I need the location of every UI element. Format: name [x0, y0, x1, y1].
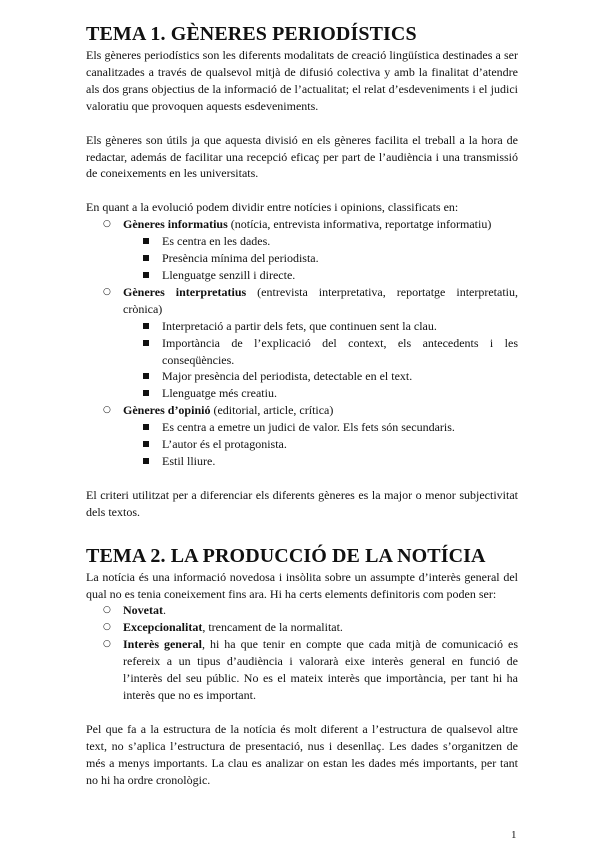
genres-list	[86, 216, 518, 470]
genre-name: Gèneres interpretatius	[123, 284, 247, 299]
list-item: Importància de l’explicació del context, els antecedents i les conseqüències.	[86, 335, 518, 369]
hollow-circle-icon: ○	[103, 605, 111, 616]
black-square-icon	[143, 255, 149, 261]
hollow-circle-icon: ○	[103, 286, 111, 297]
page-number: 1	[511, 829, 517, 841]
black-square-icon	[143, 323, 149, 329]
list-item: Es centra a emetre un judici de valor. Els fets són secundaris.	[86, 419, 518, 436]
tema2-paragraph-2: Pel que fa a la estructura de la notícia és molt diferent a l’estructura de qualsevol altre text, no s’aplica l’estructura de presentació, nus i desenllaç. Les dades s’organitzen de més a menys importants. La clau es analizar on estan les dades més importants, per tant no hi ha ordre cronològic.	[86, 721, 518, 787]
black-square-icon	[143, 458, 149, 464]
black-square-icon	[143, 340, 149, 346]
tema1-paragraph-1: Els gèneres periodístics son les diferents modalitats de creació lingüística destinades a ser canalitzades a través de qualsevol mitjà de difusió colectiva y amb la finalitat d’atendre als dos grans objectius de la informació de l’actualitat; el relat d’esdeveniments i el judici valoratiu que provoquen aquests esdeveniments.	[86, 48, 518, 113]
genre-desc: (editorial, article, crítica)	[210, 403, 334, 418]
hollow-circle-icon: ○	[103, 405, 111, 416]
list-item: Es centra en les dades.	[86, 233, 518, 250]
list-item: ○ Interès general, hi ha que tenir en compte que cada mitjà de comunicació es refereix a un tipus d’audiència i valorarà eixe interès general en funció de l’interès del seu públic. No es el mateix interès que importància, per tant hi ha interès que no es important.	[103, 637, 518, 702]
tema1-title: TEMA 1. GÈNERES PERIODÍSTICS	[86, 23, 417, 45]
list-item: Interpretació a partir dels fets, que continuen sent la clau.	[86, 318, 518, 335]
list-item: Presència mínima del periodista.	[86, 250, 518, 267]
black-square-icon	[143, 238, 149, 244]
genre-name: Gèneres d’opinió	[123, 403, 211, 418]
genre-item-interpretatius	[86, 284, 518, 402]
genre-desc: (notícia, entrevista informativa, reportatge informatiu)	[227, 217, 492, 232]
black-square-icon	[143, 441, 149, 447]
list-item: Llenguatge més creatiu.	[86, 385, 518, 402]
genre-sublist	[86, 419, 518, 470]
black-square-icon	[143, 373, 149, 379]
list-item: ○ Novetat.	[103, 603, 166, 618]
genre-name: Gèneres informatius	[123, 217, 228, 232]
genre-item-informatius	[86, 216, 518, 284]
list-item: L’autor és el protagonista.	[86, 436, 518, 453]
tema2-title: TEMA 2. LA PRODUCCIÓ DE LA NOTÍCIA	[86, 544, 486, 567]
black-square-icon	[143, 272, 149, 278]
black-square-icon	[143, 390, 149, 396]
hollow-circle-icon: ○	[103, 639, 111, 650]
genre-sublist	[86, 233, 518, 284]
genre-desc: (entrevista interpretativa, reportatge interpretatiu, crònica)	[123, 284, 519, 316]
genre-item-opinio	[86, 402, 518, 470]
tema2-paragraph-1: La notícia és una informació novedosa i insòlita sobre un assumpte d’interès general del qual no es tenia coneixement fins ara. Hi ha certs elements definitoris com poden ser:	[86, 569, 518, 601]
tema1-paragraph-3: En quant a la evolució podem dividir entre notícies i opinions, classificats en:	[86, 200, 459, 215]
list-item: Estil lliure.	[86, 453, 518, 470]
hollow-circle-icon: ○	[103, 219, 111, 230]
list-item: Major presència del periodista, detectable en el text.	[86, 368, 518, 385]
genre-sublist	[86, 318, 518, 403]
list-item: ○ Excepcionalitat, trencament de la normalitat.	[103, 620, 343, 635]
tema1-paragraph-2: Els gèneres son útils ja que aquesta divisió en els gèneres facilita el treball a la hora de redactar, además de facilitar una recepció eficaç per part de l’audiència i una transmissió de coneixements en les universitats.	[86, 132, 518, 181]
news-elements-list	[86, 602, 518, 703]
black-square-icon	[143, 424, 149, 430]
tema1-paragraph-4: El criteri utilitzat per a diferenciar els diferents gèneres es la major o menor subjectivitat dels textos.	[86, 487, 518, 519]
hollow-circle-icon: ○	[103, 622, 111, 633]
list-item: Llenguatge senzill i directe.	[86, 267, 518, 284]
document-content	[86, 21, 518, 789]
